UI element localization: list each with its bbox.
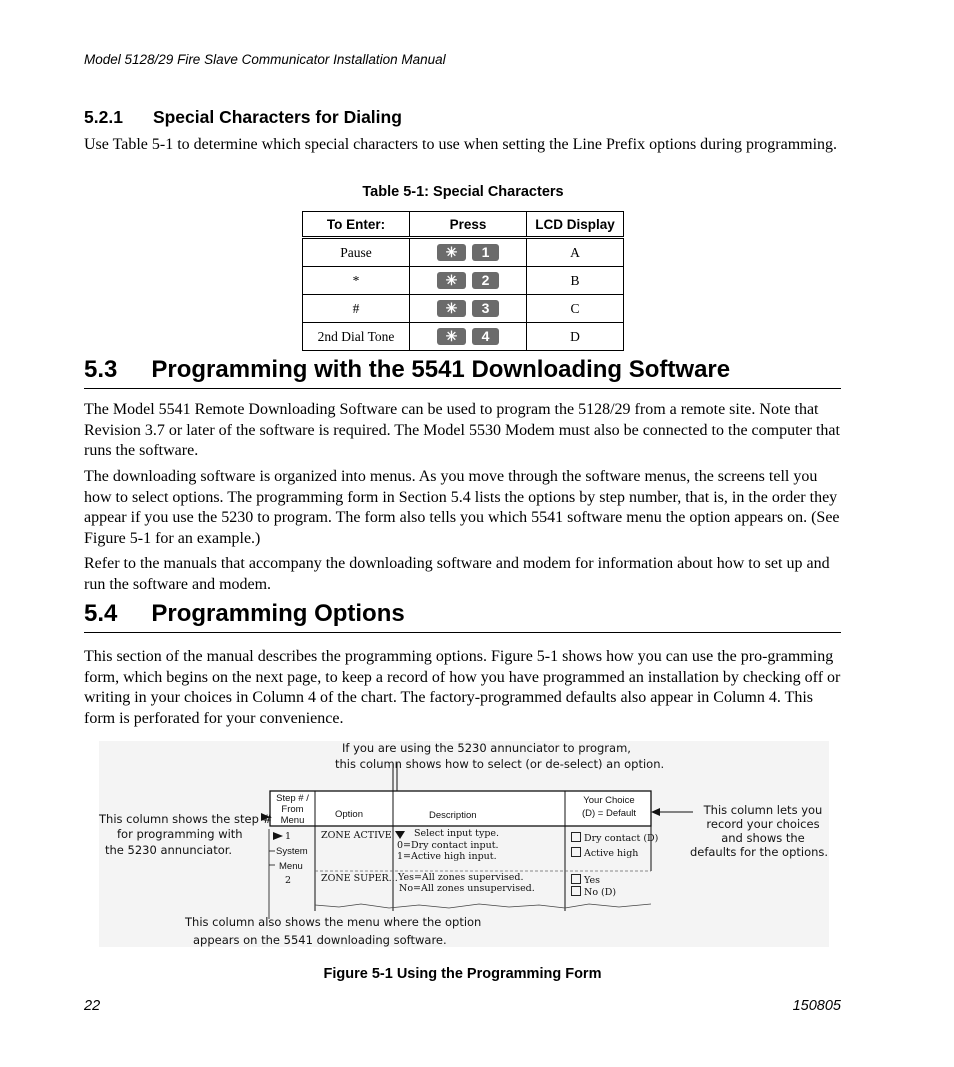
form-desc-line: 1=Active high input. xyxy=(397,851,497,862)
form-col-step xyxy=(270,793,315,826)
form-menu-label: Menu xyxy=(279,861,303,872)
digit-key-icon: 3 xyxy=(472,300,499,317)
form-option-name: ZONE ACTIVE xyxy=(321,830,392,841)
checkbox-icon xyxy=(571,847,581,857)
checkbox-icon xyxy=(571,832,581,842)
right-note-line: This column lets you xyxy=(703,803,823,817)
form-header-text: Menu xyxy=(280,815,305,826)
paragraph: Refer to the manuals that accompany the downloading software and modem for information about how to set up and run the software and modem. xyxy=(84,555,830,593)
enter-cell: 2nd Dial Tone xyxy=(303,323,410,351)
section-heading-5-3 xyxy=(84,356,730,384)
lcd-cell: A xyxy=(527,238,624,267)
column-header: To Enter: xyxy=(303,212,410,238)
star-key-icon: ✳ xyxy=(437,328,466,345)
lcd-cell: D xyxy=(527,323,624,351)
star-key-icon: ✳ xyxy=(437,300,466,317)
column-header: LCD Display xyxy=(527,212,624,238)
checkbox-icon xyxy=(571,886,581,896)
form-choice xyxy=(571,874,600,886)
form-step-number: 1 xyxy=(285,831,292,842)
form-col-description: Description xyxy=(429,810,477,821)
form-menu-label: System xyxy=(276,846,308,857)
heading-rule xyxy=(84,632,841,633)
form-choice xyxy=(571,847,638,859)
section-number: 5.2.1 xyxy=(84,107,123,127)
star-key-icon: ✳ xyxy=(437,272,466,289)
paragraph: This section of the manual describes the programming options. Figure 5-1 shows how you can use the pro-gramming form, which begins on the next page, to keep a record of how you have programmed an installation by checking off or writing in your choices in Column 4 of the chart. The factory-programmed defaults also appear in Column 4. This form is perforated for your convenience. xyxy=(84,648,841,728)
form-col-option: Option xyxy=(335,809,363,820)
section-heading-5-4 xyxy=(84,600,405,628)
right-note-line: record your choices xyxy=(706,817,820,831)
form-col-choice xyxy=(567,794,651,820)
running-header: Model 5128/29 Fire Slave Communicator Installation Manual xyxy=(84,52,446,67)
enter-cell: Pause xyxy=(303,238,410,267)
form-desc-line: 0=Dry contact input. xyxy=(397,840,499,851)
form-desc-line: Yes=All zones supervised. xyxy=(398,872,524,883)
form-choice-label: Yes xyxy=(584,875,600,886)
heading-rule xyxy=(84,388,841,389)
paragraph: Use Table 5-1 to determine which special characters to use when setting the Line Prefix options during programming. xyxy=(84,136,838,153)
table-row xyxy=(303,323,624,351)
press-cell xyxy=(410,323,527,351)
form-choice-label: Dry contact (D) xyxy=(584,833,659,844)
form-choice-label: Active high xyxy=(584,848,639,859)
table-row xyxy=(303,238,624,267)
table-header-row xyxy=(303,212,624,238)
enter-cell: # xyxy=(303,295,410,323)
paragraph: The Model 5541 Remote Downloading Software can be used to program the 5128/29 from a remote site. Note that Revision 3.7 or later of the software is required. The Model 5530 Modem must also be connected to the computer that runs the software. xyxy=(84,401,840,460)
press-cell xyxy=(410,267,527,295)
press-cell xyxy=(410,238,527,267)
table-caption: Table 5-1: Special Characters xyxy=(362,184,564,200)
enter-cell: * xyxy=(303,267,410,295)
section-title: Programming Options xyxy=(151,600,405,627)
digit-key-icon: 2 xyxy=(472,272,499,289)
lcd-cell: C xyxy=(527,295,624,323)
page-number: 22 xyxy=(84,998,101,1014)
top-note-line: this column shows how to select (or de-select) an option. xyxy=(335,757,665,771)
top-note-line: If you are using the 5230 annunciator to program, xyxy=(342,741,631,755)
column-header: Press xyxy=(410,212,527,238)
table-row xyxy=(303,295,624,323)
form-desc-line: Select input type. xyxy=(414,828,500,839)
digit-key-icon: 4 xyxy=(472,328,499,345)
form-choice xyxy=(571,886,616,898)
table-row xyxy=(303,267,624,295)
checkbox-icon xyxy=(571,874,581,884)
star-key-icon: ✳ xyxy=(437,244,466,261)
section-number: 5.4 xyxy=(84,600,118,627)
form-choice-label: No (D) xyxy=(584,887,617,898)
figure-programming-form xyxy=(99,741,829,947)
paragraph: The downloading software is organized into menus. As you move through the software menus, the screens tell you how to select options. The programming form in Section 5.4 lists the options by step number, that is, in the order they appear if you use the 5230 to program. The form also tells you which 5541 software menu the option appears on. (See Figure 5-1 for an example.) xyxy=(84,468,840,548)
section-title: Programming with the 5541 Downloading Software xyxy=(151,356,731,383)
left-note-line: the 5230 annunciator. xyxy=(105,843,233,857)
press-cell xyxy=(410,295,527,323)
section-title: Special Characters for Dialing xyxy=(152,107,402,127)
left-note-line: for programming with xyxy=(117,827,243,841)
figure-caption: Figure 5-1 Using the Programming Form xyxy=(323,966,602,982)
section-number: 5.3 xyxy=(84,356,118,383)
bottom-note-line: appears on the 5541 downloading software. xyxy=(193,933,447,947)
form-header-text: From xyxy=(281,804,304,815)
lcd-cell: B xyxy=(527,267,624,295)
form-option-name: ZONE SUPER... xyxy=(321,873,398,884)
form-step-number: 2 xyxy=(285,875,292,886)
form-choice xyxy=(571,832,658,844)
digit-key-icon: 1 xyxy=(472,244,499,261)
form-desc-line: No=All zones unsupervised. xyxy=(399,883,535,894)
right-note-line: and shows the xyxy=(721,831,805,845)
section-heading-5-2-1 xyxy=(84,107,402,128)
left-note-line: This column shows the step # xyxy=(99,812,273,826)
form-header-text: Step # / xyxy=(276,793,309,804)
document-number: 150805 xyxy=(792,998,841,1014)
right-note-line: defaults for the options. xyxy=(689,845,829,859)
form-header-text: Your Choice xyxy=(583,795,635,806)
form-header-text: (D) = Default xyxy=(581,808,637,819)
bottom-note-line: This column also shows the menu where the option xyxy=(185,915,482,929)
special-characters-table xyxy=(302,211,624,351)
